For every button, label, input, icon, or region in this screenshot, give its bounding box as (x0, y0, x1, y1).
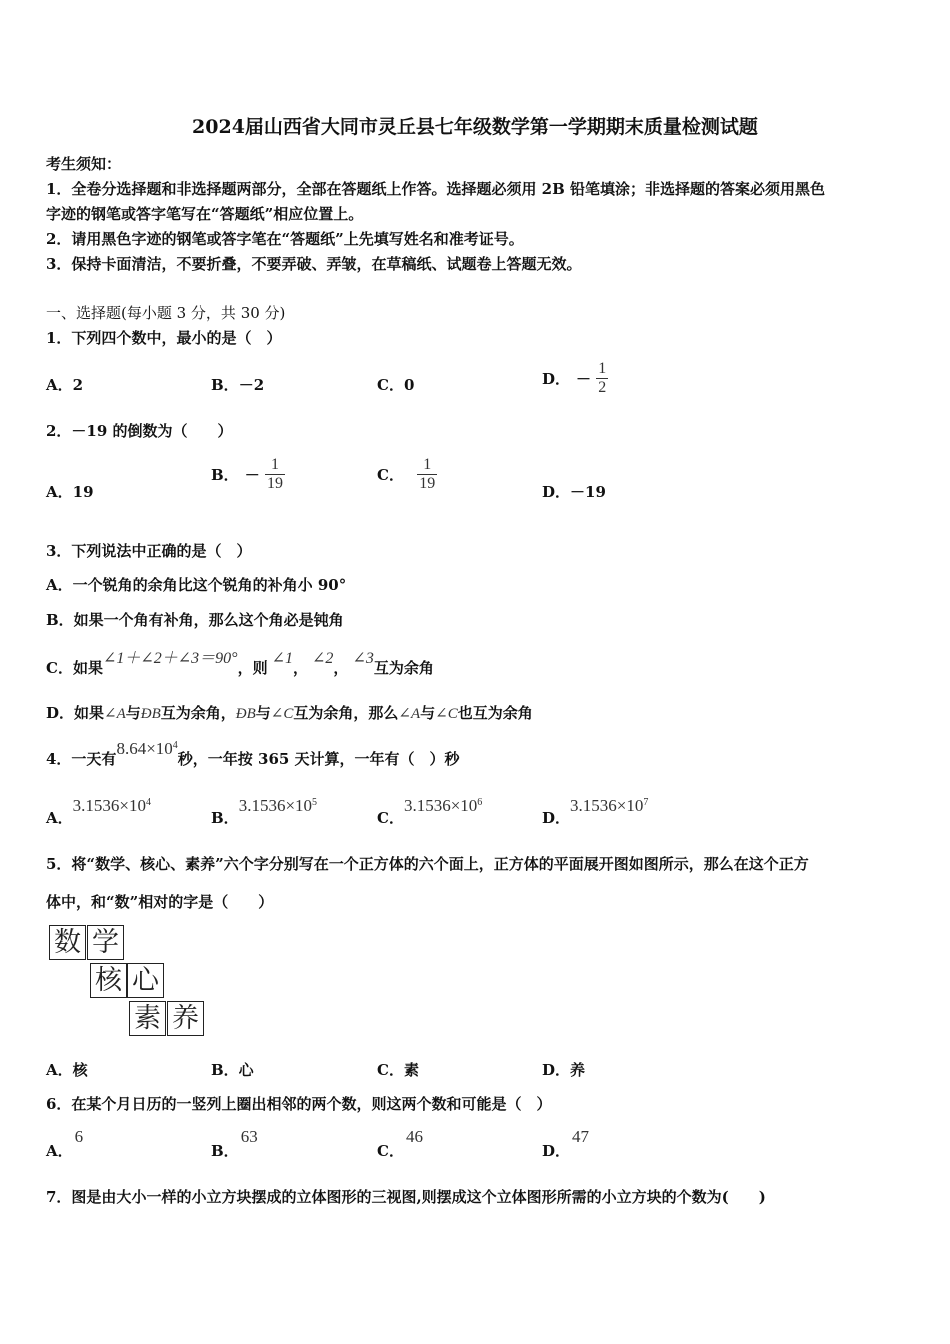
q1-option-b: B．－2 (211, 376, 265, 394)
q6-stem: 6．在某个月日历的一竖列上圈出相邻的两个数，则这两个数和可能是（ ） (46, 1095, 552, 1113)
page-title: 2024届山西省大同市灵丘县七年级数学第一学期期末质量检测试题 (192, 116, 758, 138)
net-cell-xin: 心 (127, 963, 164, 998)
q2-c-fraction: $\frac{1}{19}$ (419, 456, 436, 492)
q6-option-b: B．63 (211, 1127, 258, 1160)
net-cell-he: 核 (90, 963, 127, 998)
section-heading: 一、选择题(每小题 3 分，共 30 分) (46, 304, 286, 322)
q1-option-c: C．0 (377, 376, 415, 394)
q6-option-d: D．47 (542, 1127, 590, 1160)
net-cell-shu: 数 (49, 925, 86, 960)
notice-item-3: 3．保持卡面清洁，不要折叠，不要弄破、弄皱，在草稿纸、试题卷上答题无效。 (46, 255, 582, 273)
q3-option-c: C．如果∠1＋∠2＋∠3＝90°，则∠1，∠2，∠3互为余角 (46, 650, 434, 677)
q5-stem-line-2: 体中，和“数”相对的字是（ ） (46, 893, 274, 911)
q3-stem: 3．下列说法中正确的是（ ） (46, 542, 252, 560)
q2-option-d: D．－19 (542, 483, 606, 501)
q2-option-a: A．19 (46, 483, 94, 501)
net-cell-xue: 学 (87, 925, 124, 960)
q2-option-b: B． － $\frac{1}{19}$ (211, 456, 283, 492)
q6-option-c: C．46 (377, 1127, 423, 1160)
notice-item-1-line-2: 字迹的钢笔或答字笔写在“答题纸”相应位置上。 (46, 205, 364, 223)
q1-d-fraction: $\frac{1}{2}$ (598, 360, 607, 396)
q5-option-d: D．养 (542, 1061, 586, 1079)
q7-stem: 7．图是由大小一样的小立方块摆成的立体图形的三视图,则摆成这个立体图形所需的小立方块的个数为( ) (46, 1188, 766, 1206)
notice-heading: 考生须知： (46, 155, 122, 173)
q5-option-c: C．素 (377, 1061, 419, 1079)
net-cell-su: 素 (129, 1001, 166, 1036)
q6-option-a: A．6 (46, 1127, 84, 1160)
net-cell-yang: 养 (167, 1001, 204, 1036)
q2-stem: 2．－19 的倒数为（ ） (46, 422, 233, 440)
q5-option-b: B．心 (211, 1061, 254, 1079)
q4-stem: 4．一天有$8.64\times 10^4$秒，一年按 365 天计算，一年有（ ）秒 (46, 739, 460, 768)
q1-option-d: D． － $\frac{1}{2}$ (542, 360, 607, 396)
q2-b-fraction: $\frac{1}{19}$ (266, 456, 283, 492)
q3-option-a: A．一个锐角的余角比这个锐角的补角小 90° (46, 576, 347, 594)
q5-option-a: A．核 (46, 1061, 88, 1079)
q1-option-a: A．2 (46, 376, 84, 394)
q3-option-b: B．如果一个角有补角，那么这个角必是钝角 (46, 611, 344, 629)
notice-item-2: 2．请用黑色字迹的钢笔或答字笔在“答题纸”上先填写姓名和准考证号。 (46, 230, 524, 248)
q4-option-d: D．$3.1536\times 10^7$ (542, 796, 649, 827)
q4-option-c: C．$3.1536\times 10^6$ (377, 796, 483, 827)
q1-stem: 1．下列四个数中，最小的是（ ） (46, 329, 282, 347)
q4-option-a: A．$3.1536\times 10^4$ (46, 796, 151, 827)
notice-item-1-line-1: 1．全卷分选择题和非选择题两部分，全部在答题纸上作答。选择题必须用 2B 铅笔填涂；非选择题的答案必须用黑色 (46, 180, 826, 198)
q5-stem-line-1: 5．将“数学、核心、素养”六个字分别写在一个正方体的六个面上，正方体的平面展开图如图所示，那么在这个正方 (46, 855, 809, 873)
q3-option-d: D．如果∠A与ÐB互为余角，ÐB与∠C互为余角，那么∠A与∠C也互为余角 (46, 704, 533, 722)
q2-option-c: C． $\frac{1}{19}$ (377, 456, 436, 492)
q4-option-b: B．$3.1536\times 10^5$ (211, 796, 318, 827)
